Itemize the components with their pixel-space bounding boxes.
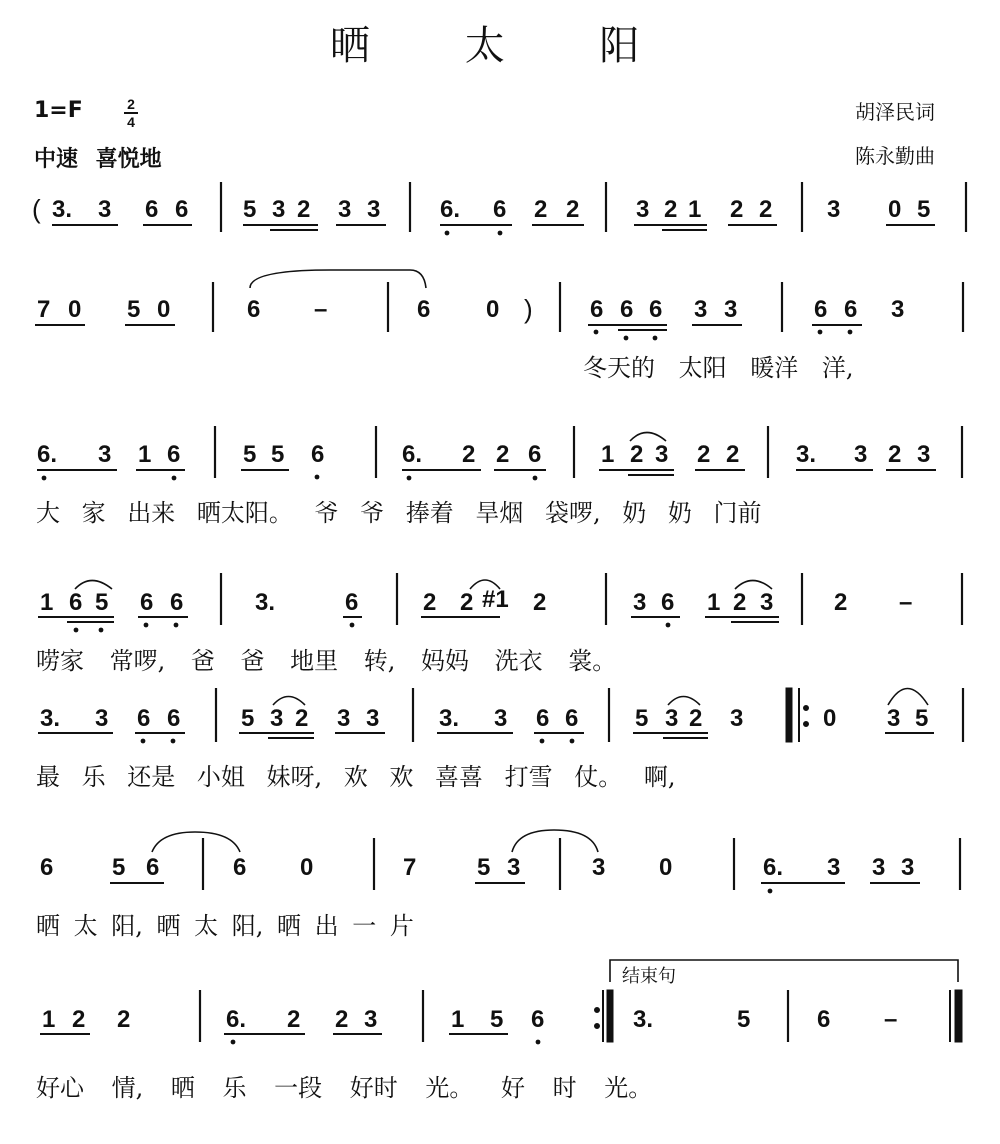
note: 3 xyxy=(724,296,738,323)
note: 6 xyxy=(40,854,54,881)
note: 6 xyxy=(528,441,542,468)
lyrics-line-5: 最 乐 还是 小姐 妹呀, 欢 欢 喜喜 打雪 仗。 啊, xyxy=(36,763,676,791)
note: 1 xyxy=(138,441,152,468)
note: 2 xyxy=(664,196,678,223)
barlines xyxy=(200,182,966,1042)
note: 2 xyxy=(834,589,848,616)
song-title: 晒 太 阳 xyxy=(330,23,642,69)
octave-dots xyxy=(42,231,853,1045)
note: 0 xyxy=(659,854,673,881)
note: 0 xyxy=(486,296,500,323)
note: 3 xyxy=(636,196,650,223)
note: 2 xyxy=(295,705,309,732)
note: 3 xyxy=(367,196,381,223)
note: 2 xyxy=(72,1006,86,1033)
note: 3 xyxy=(592,854,606,881)
note: 2 xyxy=(297,196,311,223)
note: 5 xyxy=(243,196,257,223)
note: 2 xyxy=(496,441,510,468)
note: 6 xyxy=(345,589,359,616)
note: 6 xyxy=(175,196,189,223)
note: 1 xyxy=(451,1006,465,1033)
note: 3 xyxy=(98,441,112,468)
note: 6. xyxy=(402,441,423,468)
note: 3 xyxy=(665,705,679,732)
note: 3 xyxy=(507,854,521,881)
note: 6 xyxy=(247,296,261,323)
note: 5 xyxy=(95,589,109,616)
lyricist-credit: 胡泽民词 xyxy=(855,100,935,124)
composer-credit: 陈永勤曲 xyxy=(855,144,935,168)
note: 2 xyxy=(566,196,580,223)
note: 6 xyxy=(531,1006,545,1033)
note: 2 xyxy=(534,196,548,223)
note: 2 xyxy=(888,441,902,468)
note: 3 xyxy=(891,296,905,323)
note: 6. xyxy=(440,196,461,223)
note: – xyxy=(884,1006,898,1033)
note: 2 xyxy=(533,589,547,616)
note: 5 xyxy=(477,854,491,881)
note: 5 xyxy=(243,441,257,468)
note: 3 xyxy=(760,589,774,616)
note: 2 xyxy=(689,705,703,732)
note: 6 xyxy=(170,589,184,616)
note: 6 xyxy=(140,589,154,616)
note: 2 xyxy=(697,441,711,468)
note: 3 xyxy=(337,705,351,732)
note: 2 xyxy=(726,441,740,468)
note: 3 xyxy=(272,196,286,223)
note: 3 xyxy=(655,441,669,468)
note: 6 xyxy=(536,705,550,732)
note: 6 xyxy=(814,296,828,323)
note: 5 xyxy=(112,854,126,881)
time-sig-top: 2 xyxy=(127,96,135,112)
note: 3 xyxy=(917,441,931,468)
note: 1 xyxy=(707,589,721,616)
note: 1 xyxy=(688,196,702,223)
note: 3. xyxy=(52,196,73,223)
ending-bracket xyxy=(610,960,958,982)
note: – xyxy=(899,589,913,616)
repeat-dot xyxy=(595,1008,600,1013)
note: 0 xyxy=(823,705,837,732)
repeat-dot xyxy=(804,706,809,711)
time-sig-bottom: 4 xyxy=(127,114,135,130)
note: 3 xyxy=(872,854,886,881)
note: 6 xyxy=(493,196,507,223)
note: 3 xyxy=(270,705,284,732)
note: 6 xyxy=(145,196,159,223)
note: 1 xyxy=(42,1006,56,1033)
note: 6 xyxy=(417,296,431,323)
note: 7 xyxy=(403,854,417,881)
slurs xyxy=(75,270,931,852)
note: 3. xyxy=(633,1006,654,1033)
key-signature: 1=F xyxy=(34,98,83,123)
note: 2 xyxy=(423,589,437,616)
note: 3 xyxy=(827,854,841,881)
note: 6 xyxy=(167,441,181,468)
note: 6 xyxy=(311,441,325,468)
note: 3 xyxy=(98,196,112,223)
repeat-signs xyxy=(595,688,963,1042)
note: 3 xyxy=(338,196,352,223)
note: 2 xyxy=(730,196,744,223)
note: 3 xyxy=(730,705,744,732)
final-thick xyxy=(955,990,962,1042)
note: 3 xyxy=(494,705,508,732)
note: 5 xyxy=(490,1006,504,1033)
note: 3 xyxy=(887,705,901,732)
note: 0 xyxy=(68,296,82,323)
note: 6 xyxy=(817,1006,831,1033)
note: 2 xyxy=(733,589,747,616)
note: 3. xyxy=(40,705,61,732)
note: 6 xyxy=(167,705,181,732)
note: 5 xyxy=(737,1006,751,1033)
note: 6 xyxy=(146,854,160,881)
note: 0 xyxy=(300,854,314,881)
note: 6 xyxy=(590,296,604,323)
note: 3. xyxy=(796,441,817,468)
note: 0 xyxy=(888,196,902,223)
repeat-end-thick xyxy=(607,990,613,1042)
note: #1 xyxy=(482,586,509,613)
repeat-start-thick xyxy=(786,688,792,742)
lyrics-line-7: 好心 情, 晒 乐 一段 好时 光。 好 时 光。 xyxy=(36,1074,653,1102)
note: 6 xyxy=(661,589,675,616)
note: 3 xyxy=(901,854,915,881)
note: 5 xyxy=(127,296,141,323)
note: 3 xyxy=(366,705,380,732)
note: 2 xyxy=(117,1006,131,1033)
note: 6 xyxy=(844,296,858,323)
note: – xyxy=(314,296,328,323)
note: 6 xyxy=(649,296,663,323)
note: 5 xyxy=(915,705,929,732)
note: 0 xyxy=(157,296,171,323)
lyrics-line-6: 晒 太 阳, 晒 太 阳, 晒 出 一 片 xyxy=(36,912,414,940)
note: 6. xyxy=(226,1006,247,1033)
note: 2 xyxy=(759,196,773,223)
repeat-dot xyxy=(595,1024,600,1029)
note: 3 xyxy=(95,705,109,732)
note: 7 xyxy=(37,296,51,323)
note: 3 xyxy=(827,196,841,223)
note: 3. xyxy=(439,705,460,732)
note: 3. xyxy=(255,589,276,616)
note: 2 xyxy=(460,589,474,616)
underlines xyxy=(35,225,936,1034)
ending-label: 结束句 xyxy=(622,966,676,987)
note: 6 xyxy=(565,705,579,732)
note: 5 xyxy=(241,705,255,732)
note: 2 xyxy=(630,441,644,468)
note: 5 xyxy=(917,196,931,223)
note: 6 xyxy=(137,705,151,732)
note: 6 xyxy=(69,589,83,616)
note: 2 xyxy=(462,441,476,468)
note: 6. xyxy=(763,854,784,881)
tempo-marking: 中速 喜悦地 xyxy=(34,147,162,172)
lyrics-line-4: 唠家 常啰, 爸 爸 地里 转, 妈妈 洗衣 裳。 xyxy=(36,647,617,675)
note: 5 xyxy=(635,705,649,732)
note: 3 xyxy=(364,1006,378,1033)
lyrics-line-3: 大 家 出来 晒太阳。 爷 爷 捧着 旱烟 袋啰, 奶 奶 门前 xyxy=(36,499,762,527)
lyrics-line-2: 冬天的 太阳 暖洋 洋, xyxy=(583,354,854,382)
note: 3 xyxy=(694,296,708,323)
note: 1 xyxy=(601,441,615,468)
note: 6 xyxy=(620,296,634,323)
note: 6 xyxy=(233,854,247,881)
paren-close: ) xyxy=(524,294,533,324)
note: 3 xyxy=(633,589,647,616)
note: 2 xyxy=(287,1006,301,1033)
note: 6. xyxy=(37,441,58,468)
note: 5 xyxy=(271,441,285,468)
note: 2 xyxy=(335,1006,349,1033)
note: 3 xyxy=(854,441,868,468)
paren-open: ( xyxy=(32,194,41,224)
repeat-dot xyxy=(804,722,809,727)
note: 1 xyxy=(40,589,54,616)
